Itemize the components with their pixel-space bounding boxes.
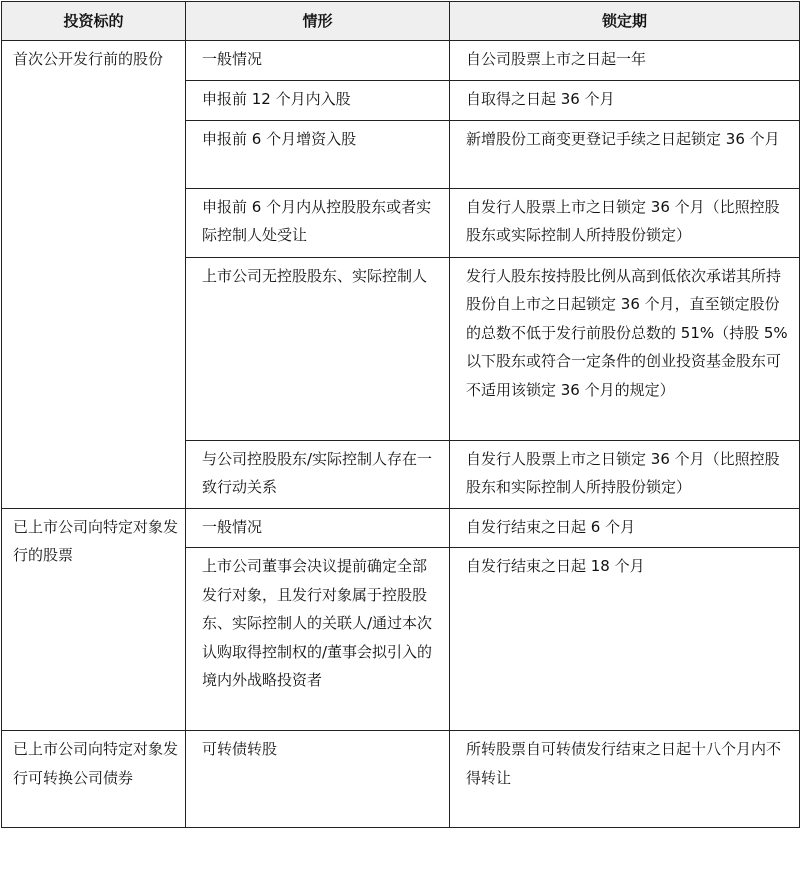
lockup-cell: 新增股份工商变更登记手续之日起锁定 36 个月 bbox=[450, 120, 800, 188]
situation-cell: 申报前 12 个月内入股 bbox=[186, 80, 450, 120]
table-row bbox=[2, 731, 800, 828]
situation-cell: 上市公司无控股股东、实际控制人 bbox=[186, 257, 450, 440]
situation-cell: 一般情况 bbox=[186, 508, 450, 548]
lockup-cell: 自发行人股票上市之日锁定 36 个月（比照控股股东和实际控制人所持股份锁定） bbox=[450, 440, 800, 508]
situation-cell: 申报前 6 个月内从控股股东或者实际控制人处受让 bbox=[186, 188, 450, 257]
lockup-cell: 自发行结束之日起 18 个月 bbox=[450, 548, 800, 731]
lockup-cell: 自发行人股票上市之日锁定 36 个月（比照控股股东或实际控制人所持股份锁定） bbox=[450, 188, 800, 257]
lockup-table bbox=[1, 1, 800, 828]
situation-cell: 与公司控股股东/实际控制人存在一致行动关系 bbox=[186, 440, 450, 508]
table-row bbox=[2, 508, 800, 548]
category-cell: 已上市公司向特定对象发行可转换公司债券 bbox=[2, 731, 186, 828]
situation-cell: 可转债转股 bbox=[186, 731, 450, 828]
lockup-cell: 自公司股票上市之日起一年 bbox=[450, 41, 800, 81]
table-row bbox=[2, 41, 800, 81]
category-cell: 首次公开发行前的股份 bbox=[2, 41, 186, 509]
header-lockup-period: 锁定期 bbox=[450, 2, 800, 41]
category-cell: 已上市公司向特定对象发行的股票 bbox=[2, 508, 186, 731]
lockup-cell: 自取得之日起 36 个月 bbox=[450, 80, 800, 120]
situation-cell: 申报前 6 个月增资入股 bbox=[186, 120, 450, 188]
situation-cell: 上市公司董事会决议提前确定全部发行对象，且发行对象属于控股股东、实际控制人的关联人/通过本次认购取得控制权的/董事会拟引入的境内外战略投资者 bbox=[186, 548, 450, 731]
lockup-cell: 自发行结束之日起 6 个月 bbox=[450, 508, 800, 548]
header-situation: 情形 bbox=[186, 2, 450, 41]
header-row bbox=[2, 2, 800, 41]
situation-cell: 一般情况 bbox=[186, 41, 450, 81]
lockup-cell: 发行人股东按持股比例从高到低依次承诺其所持股份自上市之日起锁定 36 个月，直至锁定股份的总数不低于发行前股份总数的 51%（持股 5%以下股东或符合一定条件的创业投资基金股东可不适用该锁定 36 个月的规定） bbox=[450, 257, 800, 440]
lockup-cell: 所转股票自可转债发行结束之日起十八个月内不得转让 bbox=[450, 731, 800, 828]
header-investment-target: 投资标的 bbox=[2, 2, 186, 41]
